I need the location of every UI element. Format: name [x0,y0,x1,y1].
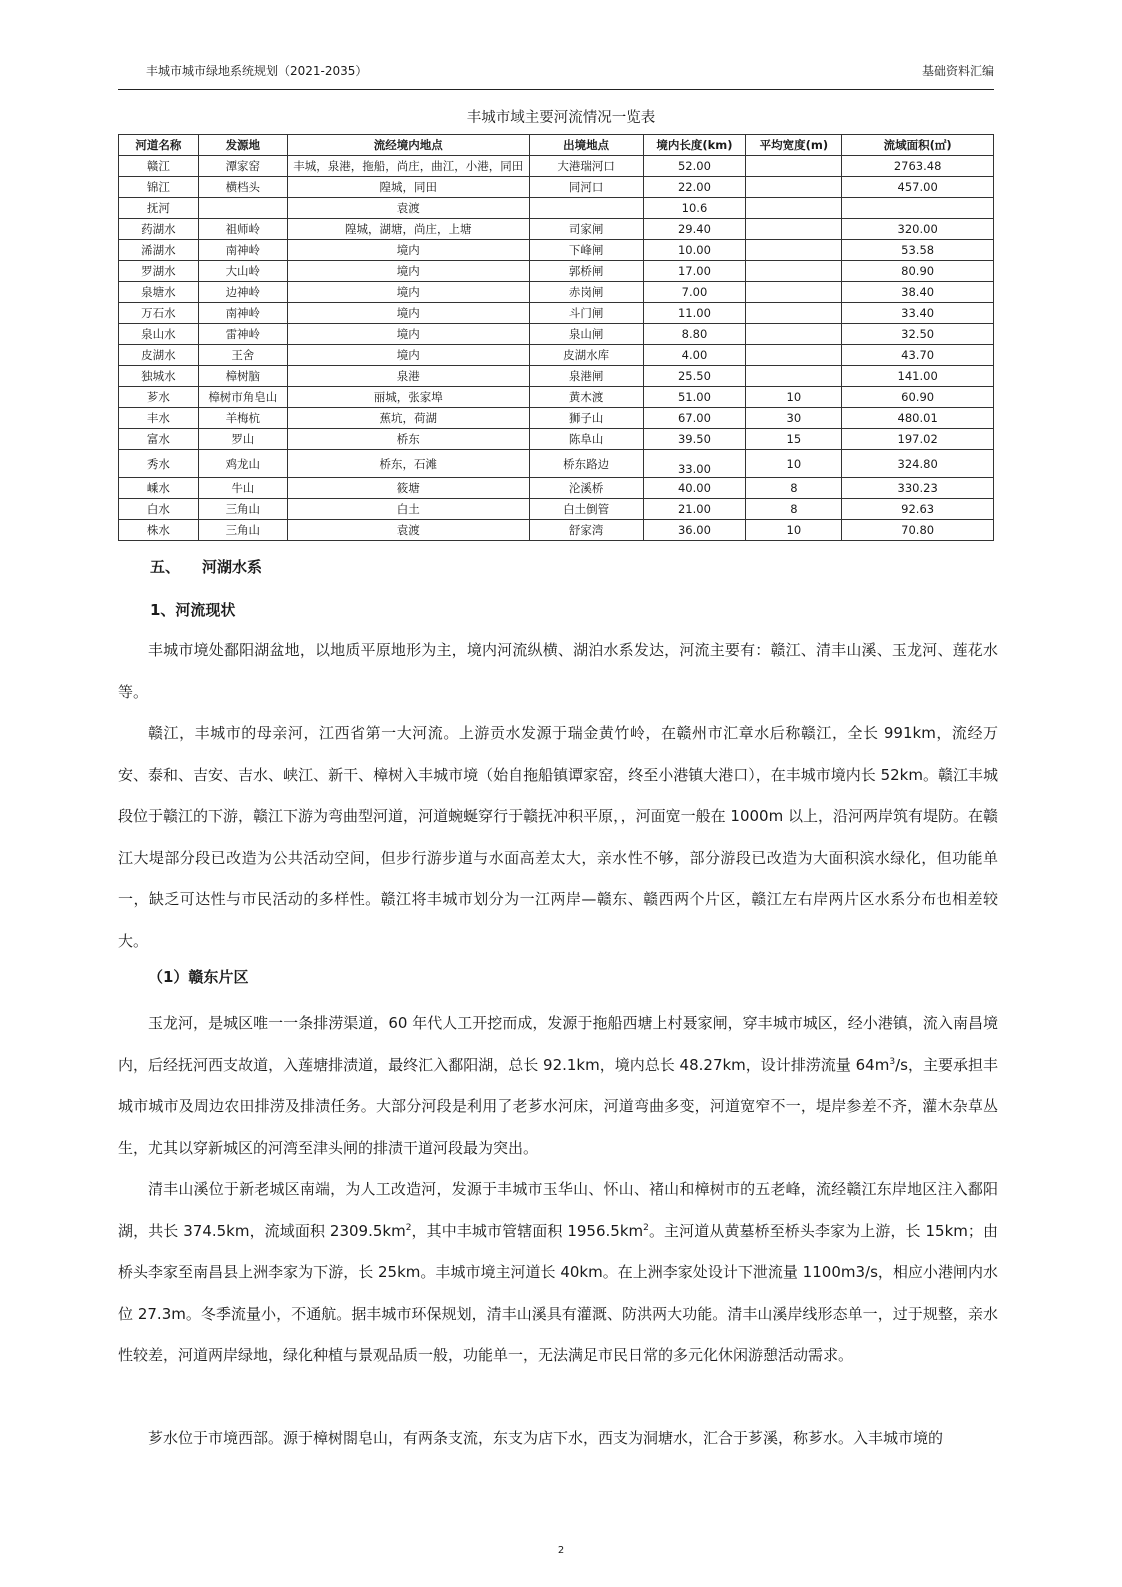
table-header-row [119,135,994,156]
superscript: 2 [643,1222,649,1233]
header-document-title: 丰城市城市绿地系统规划（2021-2035） [146,64,368,78]
table-cell [198,198,287,219]
table-cell: 泉山水 [119,324,199,345]
table-cell: 锦江 [119,177,199,198]
table-cell: 境内 [287,240,529,261]
table-cell: 雷神岭 [198,324,287,345]
paragraph-text: 玉龙河，是城区唯一一条排涝渠道，60 年代人工开挖而成，发源于拖船西塘上村聂家闸，穿丰城市城区，经小港镇，流入南昌境内，后经抚河西支故道，入莲塘排渍道，最终汇入鄱阳湖，总长 92.1km，境内总长 48.27km，设计排涝流量 64m [118,1014,998,1074]
table-cell: 8.80 [643,324,746,345]
table-cell: 11.00 [643,303,746,324]
table-cell: 22.00 [643,177,746,198]
table-cell: 下峰闸 [529,240,643,261]
table-cell [746,345,842,366]
table-cell: 境内 [287,261,529,282]
table-cell: 株水 [119,520,199,541]
table-cell: 43.70 [842,345,994,366]
column-header: 境内长度(km) [643,135,746,156]
table-cell: 330.23 [842,478,994,499]
table-cell: 白土倒管 [529,499,643,520]
table-cell: 70.80 [842,520,994,541]
table-cell: 10 [746,387,842,408]
table-cell: 南神岭 [198,240,287,261]
table-cell: 鸡龙山 [198,450,287,478]
table-cell [746,324,842,345]
section-title: 河湖水系 [202,558,263,576]
table-cell: 境内 [287,345,529,366]
table-cell: 赤岗闸 [529,282,643,303]
superscript: 2 [405,1222,412,1233]
table-cell: 罗湖水 [119,261,199,282]
table-cell: 丰水 [119,408,199,429]
table-row [119,387,994,408]
table-cell [529,198,643,219]
table-cell: 320.00 [842,219,994,240]
table-cell: 羊梅杭 [198,408,287,429]
table-cell: 25.50 [643,366,746,387]
table-cell: 21.00 [643,499,746,520]
table-cell: 52.00 [643,156,746,177]
table-cell: 480.01 [842,408,994,429]
table-cell [746,366,842,387]
table-cell: 独城水 [119,366,199,387]
subsection-heading-river-status: 1、河流现状 [150,601,236,619]
paragraph-ganjiang [118,713,998,962]
table-row [119,156,994,177]
table-cell: 筱塘 [287,478,529,499]
table-cell: 8 [746,499,842,520]
table-cell: 牛山 [198,478,287,499]
table-cell: 7.00 [643,282,746,303]
table-cell: 药湖水 [119,219,199,240]
table-cell [746,261,842,282]
table-cell: 324.80 [842,450,994,478]
table-cell: 泉港闸 [529,366,643,387]
table-cell: 桥东路边 [529,450,643,478]
paragraph-text: 赣江，丰城市的母亲河，江西省第一大河流。上游贡水发源于瑞金黄竹岭，在赣州市汇章水后称赣江，全长 991km，流经万安、泰和、吉安、吉水、峡江、新干、樟树入丰城市境（始自拖船镇谭家窑，终至小港镇大港口），在丰城市境内长 52km。赣江丰城段位于赣江的下游，赣江下游为弯曲型河道，河道蜿蜒穿行于赣抚冲积平原，，河面宽一般在 1000m 以上，沿河两岸筑有堤防。在赣江大堤部分段已改造为公共活动空间，但步行游步道与水面高差太大，亲水性不够，部分游段已改造为大面积滨水绿化，但功能单一，缺乏可达性与市民活动的多样性。赣江将丰城市划分为一江两岸—赣东、赣西两个片区，赣江左右岸两片区水系分布也相差较大。 [118,724,998,950]
table-cell: 32.50 [842,324,994,345]
table-cell: 泉山闸 [529,324,643,345]
table-row [119,429,994,450]
table-cell: 浠湖水 [119,240,199,261]
table-body [119,156,994,541]
table-cell: 丰城，泉港，拖船，尚庄，曲江，小港，同田 [287,156,529,177]
table-cell: 狮子山 [529,408,643,429]
table-cell: 蕉坑，荷湖 [287,408,529,429]
table-cell: 泉塘水 [119,282,199,303]
table-cell: 陈阜山 [529,429,643,450]
table-row [119,345,994,366]
table-row [119,261,994,282]
table-cell: 赣江 [119,156,199,177]
table-cell: 境内 [287,303,529,324]
table-row [119,450,994,478]
paragraph-xiangshui [118,1418,998,1460]
table-cell: 罗山 [198,429,287,450]
column-header: 平均宽度(m) [746,135,842,156]
table-cell [746,219,842,240]
table-cell: 隍城，湖塘，尚庄，上塘 [287,219,529,240]
table-cell [746,177,842,198]
river-table [118,134,994,541]
table-cell: 53.58 [842,240,994,261]
table-row [119,240,994,261]
table-cell: 芗水 [119,387,199,408]
table-cell: 隍城，同田 [287,177,529,198]
table-cell: 2763.48 [842,156,994,177]
paragraph-qingfengshanxi [118,1169,998,1377]
table-cell [746,198,842,219]
table-cell: 457.00 [842,177,994,198]
table-cell: 40.00 [643,478,746,499]
table-cell: 10 [746,450,842,478]
section-number: 五、 [150,558,181,576]
paragraph-text: /s，主要承担丰城市城市及周边农田排涝及排渍任务。大部分河段是利用了老芗水河床，河道弯曲多变，河道宽窄不一，堤岸参差不齐，灌木杂草丛生，尤其以穿新城区的河湾至津头闸的排渍干道河段最为突出。 [118,1055,998,1157]
table-cell: 潭家窑 [198,156,287,177]
table-cell: 祖师岭 [198,219,287,240]
section-heading-5 [150,556,262,577]
table-cell: 197.02 [842,429,994,450]
paragraph-text: 丰城市境处鄱阳湖盆地，以地质平原地形为主，境内河流纵横、湖泊水系发达，河流主要有：赣江、清丰山溪、玉龙河、莲花水等。 [118,641,998,701]
table-cell: 大山岭 [198,261,287,282]
table-cell: 白水 [119,499,199,520]
table-cell: 大港瑞河口 [529,156,643,177]
paragraph-overview [118,630,998,713]
table-cell: 92.63 [842,499,994,520]
table-cell: 皮湖水库 [529,345,643,366]
table-cell: 横档头 [198,177,287,198]
table-cell: 三角山 [198,520,287,541]
table-cell: 33.00 [643,450,746,478]
table-cell: 白土 [287,499,529,520]
table-cell: 36.00 [643,520,746,541]
column-header: 河道名称 [119,135,199,156]
table-cell: 秀水 [119,450,199,478]
table-row [119,499,994,520]
paragraph-text: 芗水位于市境西部。源于樟树閤皂山，有两条支流，东支为店下水，西支为洞塘水，汇合于芗溪，称芗水。入丰城市境的 [148,1429,944,1447]
page-header [118,62,994,86]
table-cell: 10.00 [643,240,746,261]
table-cell: 141.00 [842,366,994,387]
table-cell: 嵊水 [119,478,199,499]
superscript: 3 [889,1056,896,1067]
table-cell: 15 [746,429,842,450]
subsection-heading-gandong: （1）赣东片区 [148,968,249,986]
paragraph-text: ，其中丰城市管辖面积 1956.5km [411,1221,644,1240]
paragraph-text: 清丰山溪位于新老城区南端，为人工改造河，发源于丰城市玉华山、怀山、褚山和樟树市的五老峰，流经赣江东岸地区注入鄱阳湖，共长 374.5km，流域面积 2309.5km [118,1180,998,1240]
table-cell: 王舍 [198,345,287,366]
table-cell: 南神岭 [198,303,287,324]
table-row [119,478,994,499]
page-number: 2 [557,1545,565,1556]
column-header: 流域面积(㎡) [842,135,994,156]
table-cell: 丽城，张家埠 [287,387,529,408]
table-cell: 樟树市角皂山 [198,387,287,408]
table-cell: 边神岭 [198,282,287,303]
column-header: 出境地点 [529,135,643,156]
table-cell: 51.00 [643,387,746,408]
table-cell: 同河口 [529,177,643,198]
table-cell: 4.00 [643,345,746,366]
header-section-label: 基础资料汇编 [921,64,994,78]
table-cell: 10 [746,520,842,541]
column-header: 流经境内地点 [287,135,529,156]
table-cell: 30 [746,408,842,429]
table-cell: 67.00 [643,408,746,429]
table-cell: 10.6 [643,198,746,219]
table-cell: 沦溪桥 [529,478,643,499]
table-cell: 80.90 [842,261,994,282]
table-cell: 三角山 [198,499,287,520]
table-cell: 樟树脑 [198,366,287,387]
table-cell: 泉港 [287,366,529,387]
table-cell: 境内 [287,282,529,303]
table-cell [746,282,842,303]
table-cell: 29.40 [643,219,746,240]
table-cell [746,303,842,324]
table-cell [746,156,842,177]
table-cell: 8 [746,478,842,499]
table-row [119,520,994,541]
table-row [119,198,994,219]
table-cell: 袁渡 [287,198,529,219]
table-row [119,324,994,345]
table-cell: 17.00 [643,261,746,282]
table-cell: 袁渡 [287,520,529,541]
paragraph-yulonghe [118,1003,998,1169]
table-cell: 境内 [287,324,529,345]
column-header: 发源地 [198,135,287,156]
table-cell: 60.90 [842,387,994,408]
table-cell: 39.50 [643,429,746,450]
table-cell: 司家闸 [529,219,643,240]
table-cell: 38.40 [842,282,994,303]
table-cell: 舒家湾 [529,520,643,541]
paragraph-text: 。主河道从黄墓桥至桥头李家为上游，长 15km；由桥头李家至南昌县上洲李家为下游，长 25km。丰城市境主河道长 40km。在上洲李家处设计下泄流量 1100m3/s，相应小港闸内水位 27.3m。冬季流量小，不通航。据丰城市环保规划，清丰山溪具有灌溉、防洪两大功能。清丰山溪岸线形态单一，过于规整，亲水性较差，河道两岸绿地，绿化种植与景观品质一般，功能单一，无法满足市民日常的多元化休闲游憩活动需求。 [118,1221,998,1364]
table-row [119,366,994,387]
table-cell: 皮湖水 [119,345,199,366]
table-cell: 33.40 [842,303,994,324]
header-divider [118,89,994,90]
table-cell: 斗门闸 [529,303,643,324]
table-cell: 黄木渡 [529,387,643,408]
table-row [119,408,994,429]
table-cell: 万石水 [119,303,199,324]
table-cell: 抚河 [119,198,199,219]
table-row [119,177,994,198]
table-row [119,219,994,240]
table-title: 丰城市域主要河流情况一览表 [466,110,656,126]
table-cell: 桥东 [287,429,529,450]
table-row [119,282,994,303]
table-cell [842,198,994,219]
table-cell: 郭桥闸 [529,261,643,282]
table-row [119,303,994,324]
table-cell [746,240,842,261]
table-cell: 桥东，石滩 [287,450,529,478]
table-cell: 富水 [119,429,199,450]
